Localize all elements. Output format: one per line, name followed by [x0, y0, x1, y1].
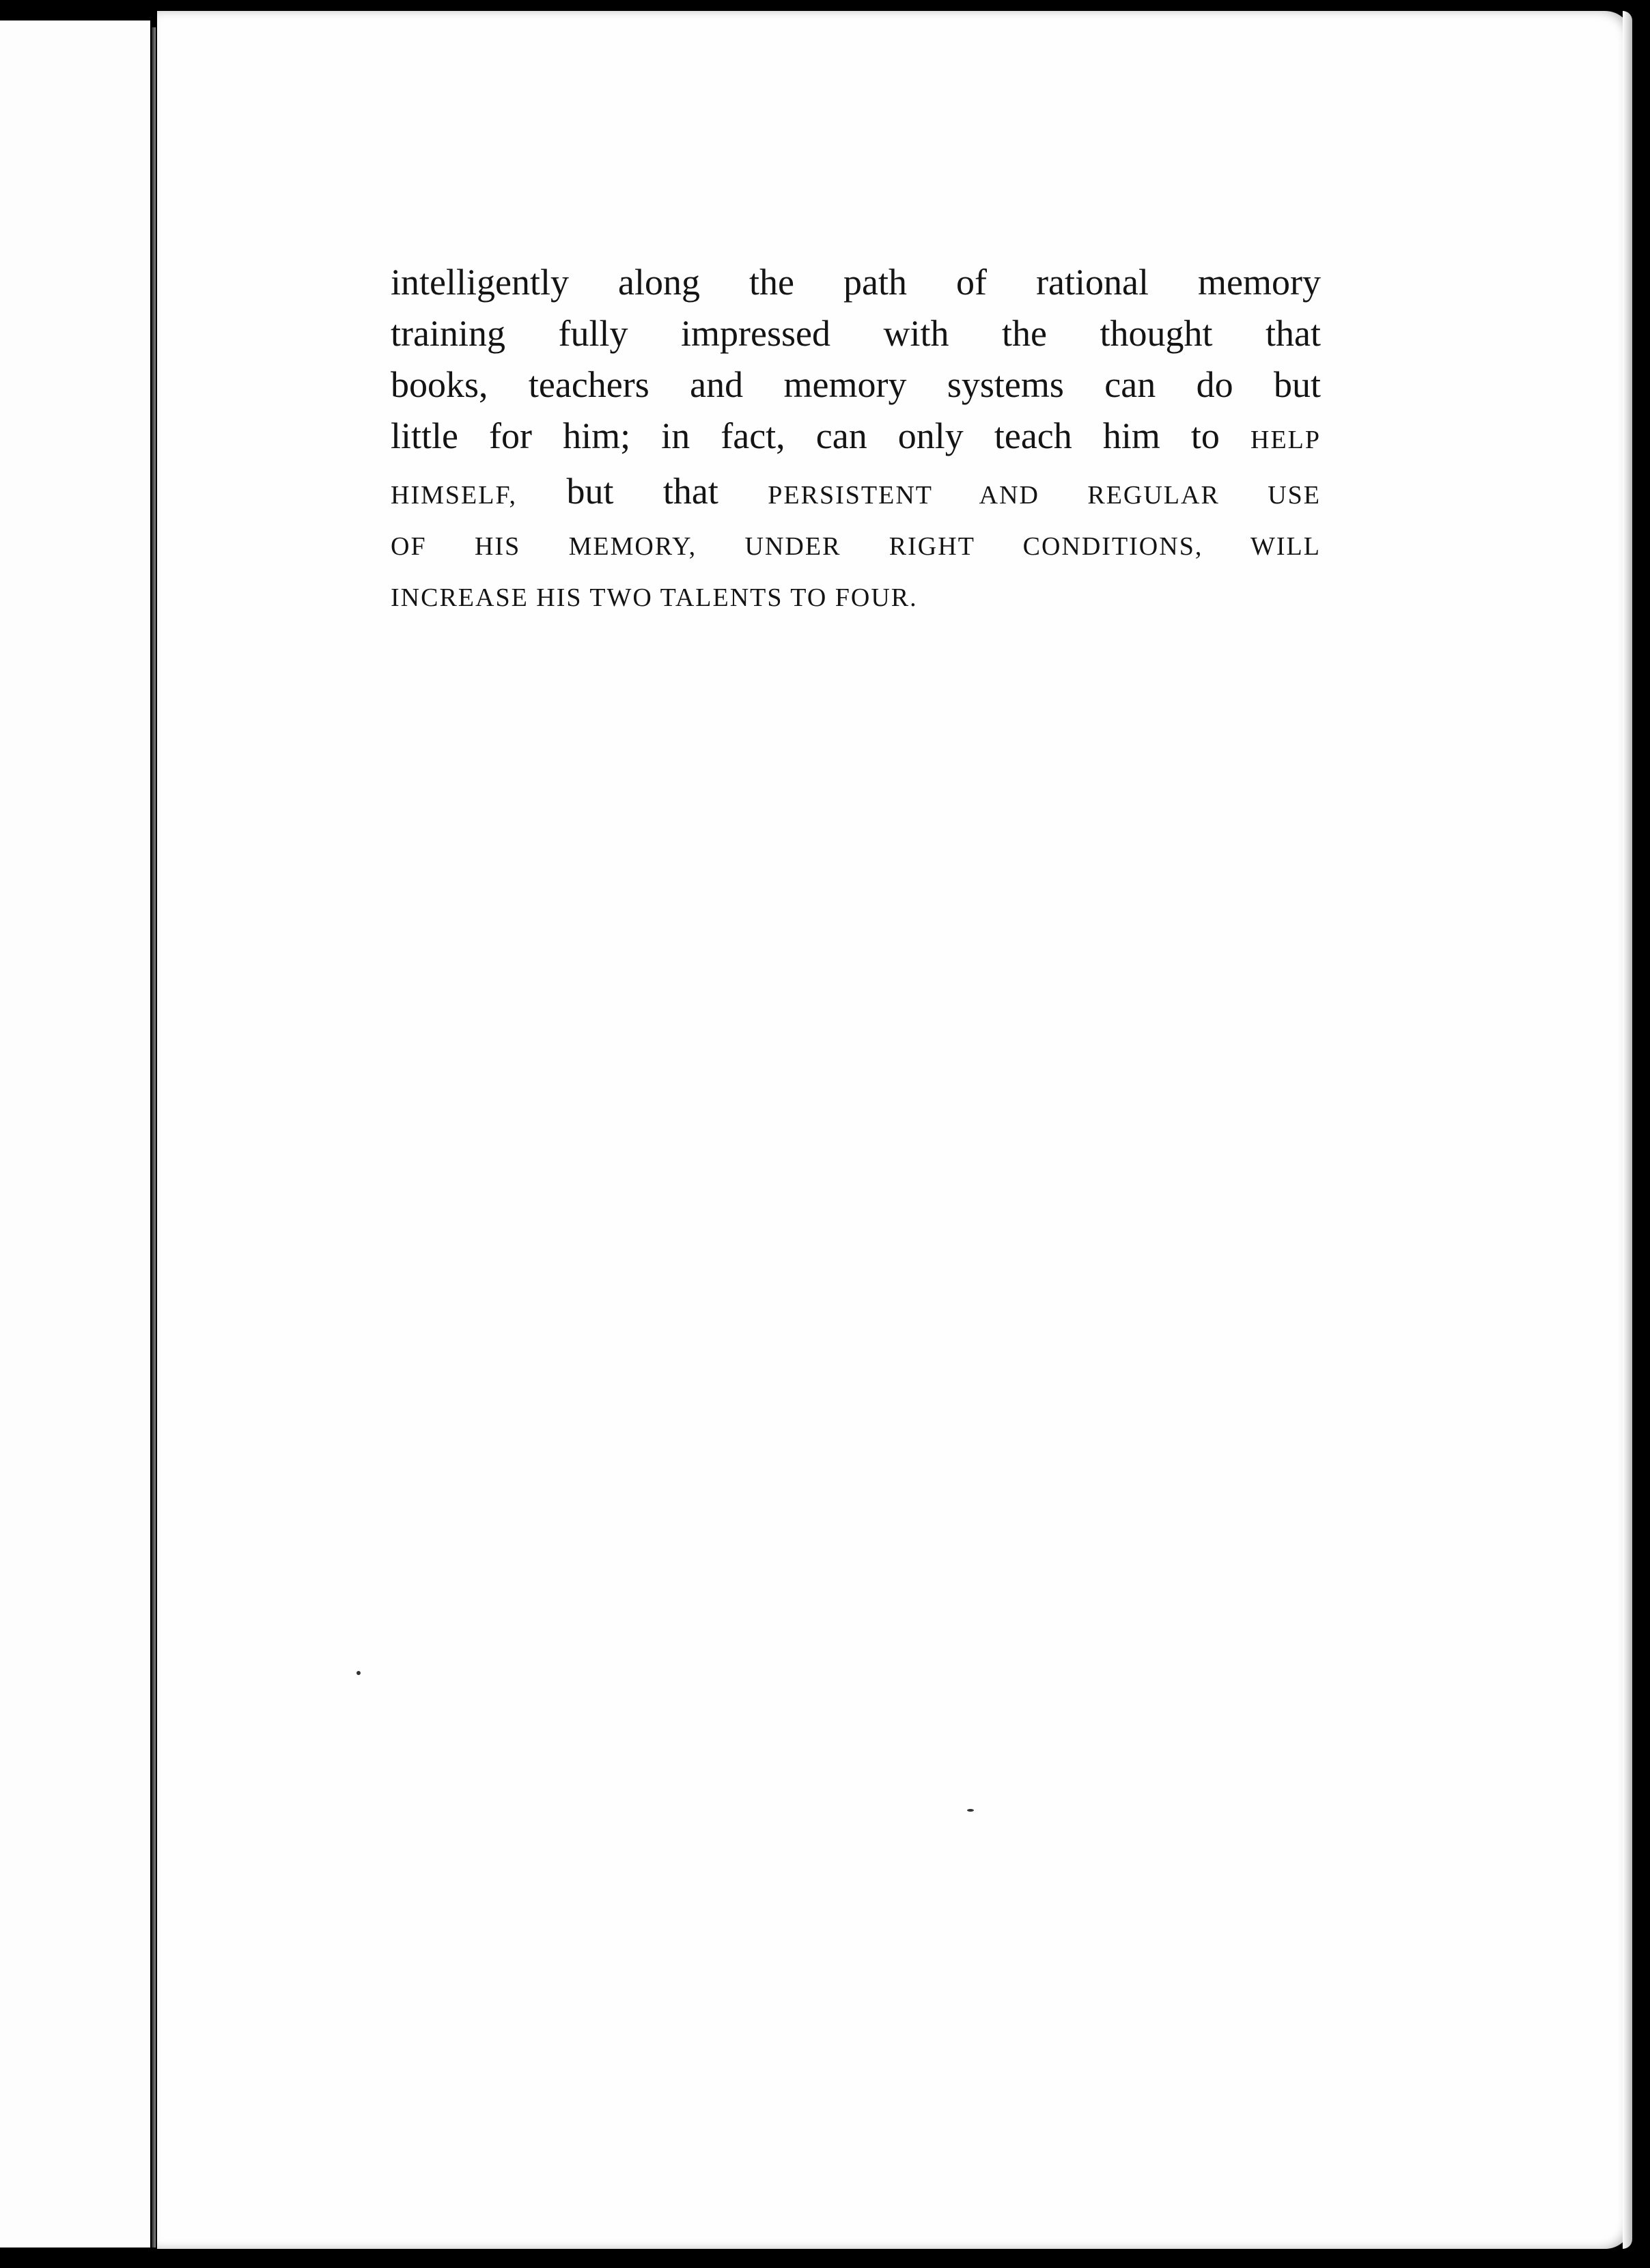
text-line: [391, 411, 1321, 466]
book-page: [157, 11, 1632, 2249]
text-line: books, teachers and memory systems can do but: [391, 364, 1321, 405]
facing-page-edge: [0, 20, 150, 2248]
small-caps-phrase: HIMSELF,: [391, 481, 518, 510]
dust-speck: [967, 1809, 974, 1812]
body-text: [391, 257, 1321, 624]
text-line: intelligently along the path of rational memory: [391, 262, 1321, 303]
small-caps-phrase: HELP: [1250, 426, 1322, 454]
text-line: [391, 466, 1321, 521]
dust-speck: [356, 1671, 361, 1675]
page-edge-shadow: [1623, 11, 1632, 2249]
text-segment: but that: [566, 471, 718, 512]
small-caps-phrase: PERSISTENT AND REGULAR USE: [768, 481, 1322, 510]
book-gutter: [152, 27, 156, 2248]
text-line: training fully impressed with the thought that: [391, 313, 1321, 354]
text-segment: little for him; in fact, can only teach him to: [391, 415, 1220, 456]
small-caps-line: INCREASE HIS TWO TALENTS TO FOUR.: [391, 583, 918, 612]
small-caps-line: OF HIS MEMORY, UNDER RIGHT CONDITIONS, WILL: [391, 532, 1321, 561]
